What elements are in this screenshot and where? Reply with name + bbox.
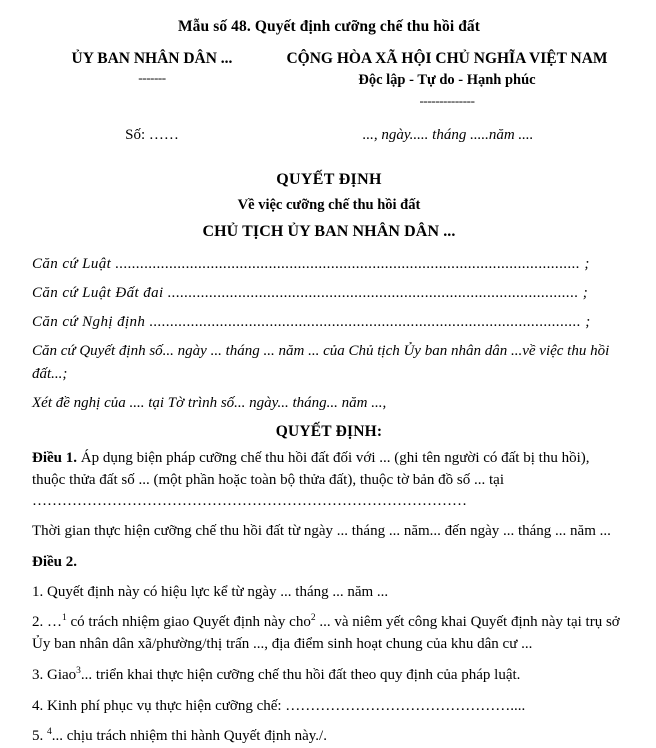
legal-basis-item: Căn cứ Luật Đất đai ................................................................................................... ; (32, 285, 589, 301)
article-1-body: Áp dụng biện pháp cưỡng chế thu hồi đất đối với ... (ghi tên người có đất bị thu hồi), thuộc thửa đất số ... (một phần hoặc toàn bộ thửa đất), thuộc tờ bản đồ số ... tại …………………………………………………………………………… (32, 449, 590, 510)
article-2-item-2-part-a: 2. … (32, 614, 62, 631)
article-2-item-2 (32, 612, 626, 656)
number-and-date-row (32, 127, 626, 144)
legal-basis-item: Căn cứ Luật ................................................................................................................ ; (32, 255, 590, 272)
legal-basis-item: Xét đề nghị của .... tại Tờ trình số... ngày... tháng... năm ..., (32, 394, 387, 411)
decision-title: QUYẾT ĐỊNH (276, 170, 382, 188)
footnote-marker-1: 1 (62, 613, 67, 624)
national-divider-rule: -------------- (419, 92, 475, 108)
footnote-marker-3: 3 (76, 665, 81, 676)
form-title: Mẫu số 48. Quyết định cưỡng chế thu hồi đất (177, 18, 481, 35)
article-2-item-3-part-b: ... triển khai thực hiện cưỡng chế thu hồi đất theo quy định của pháp luật. (80, 666, 521, 683)
decision-subject: Về việc cưỡng chế thu hồi đất (237, 196, 421, 213)
article-2-item-3 (32, 665, 626, 687)
issuing-authority: CHỦ TỊCH ỦY BAN NHÂN DÂN ... (202, 222, 456, 240)
place-and-date: ..., ngày..... tháng .....năm .... (362, 126, 534, 143)
masthead-left-column (32, 49, 272, 84)
article-1-time-paragraph: Thời gian thực hiện cưỡng chế thu hồi đất từ ngày ... tháng ... năm... đến ngày ... tháng ... năm ... (32, 523, 611, 540)
article-1-label: Điều 1. (32, 449, 77, 466)
article-2-item-1: 1. Quyết định này có hiệu lực kể từ ngày ... tháng ... năm ... (32, 583, 389, 600)
masthead (32, 49, 626, 107)
decides-heading: QUYẾT ĐỊNH: (275, 422, 383, 440)
organization-divider-rule: ------- (138, 69, 166, 85)
article-2-item-5-part-a: 5. (32, 728, 47, 745)
article-1 (32, 448, 626, 513)
footnote-marker-4: 4 (47, 727, 52, 738)
article-2-item-3-part-a: 3. Giao (32, 666, 77, 683)
national-motto: Độc lập - Tự do - Hạnh phúc (358, 71, 536, 88)
article-2-label: Điều 2. (32, 553, 77, 570)
masthead-right-column (272, 49, 626, 107)
document-number: Số: …… (125, 126, 179, 143)
article-2-item-4: 4. Kinh phí phục vụ thực hiện cưỡng chế: ……………………………………….... (32, 697, 526, 714)
article-2-item-5-part-b: ... chịu trách nhiệm thi hành Quyết định này./. (51, 728, 327, 745)
article-2-item-2-part-c: ... và niêm yết công khai Quyết định này tại trụ sở Ủy ban nhân dân xã/phường/thị trấn ..., địa điểm sinh hoạt chung của khu dân cư ... (32, 614, 620, 653)
footnote-marker-2: 2 (310, 613, 316, 624)
legal-basis-list (32, 253, 626, 414)
national-title: CỘNG HÒA XÃ HỘI CHỦ NGHĨA VIỆT NAM (286, 49, 608, 67)
issuing-organization-name: ỦY BAN NHÂN DÂN ... (71, 49, 233, 67)
legal-basis-item: Căn cứ Quyết định số... ngày ... tháng ... năm ... của Chủ tịch Ủy ban nhân dân ...về việc thu hồi đất...; (32, 343, 610, 382)
decision-heading-block (32, 171, 626, 241)
article-2-item-2-part-b: có trách nhiệm giao Quyết định này cho (66, 614, 311, 631)
article-2-item-5 (32, 726, 626, 748)
legal-basis-item: Căn cứ Nghị định ........................................................................................................ ; (32, 314, 591, 331)
article-2-label-row (32, 552, 626, 574)
